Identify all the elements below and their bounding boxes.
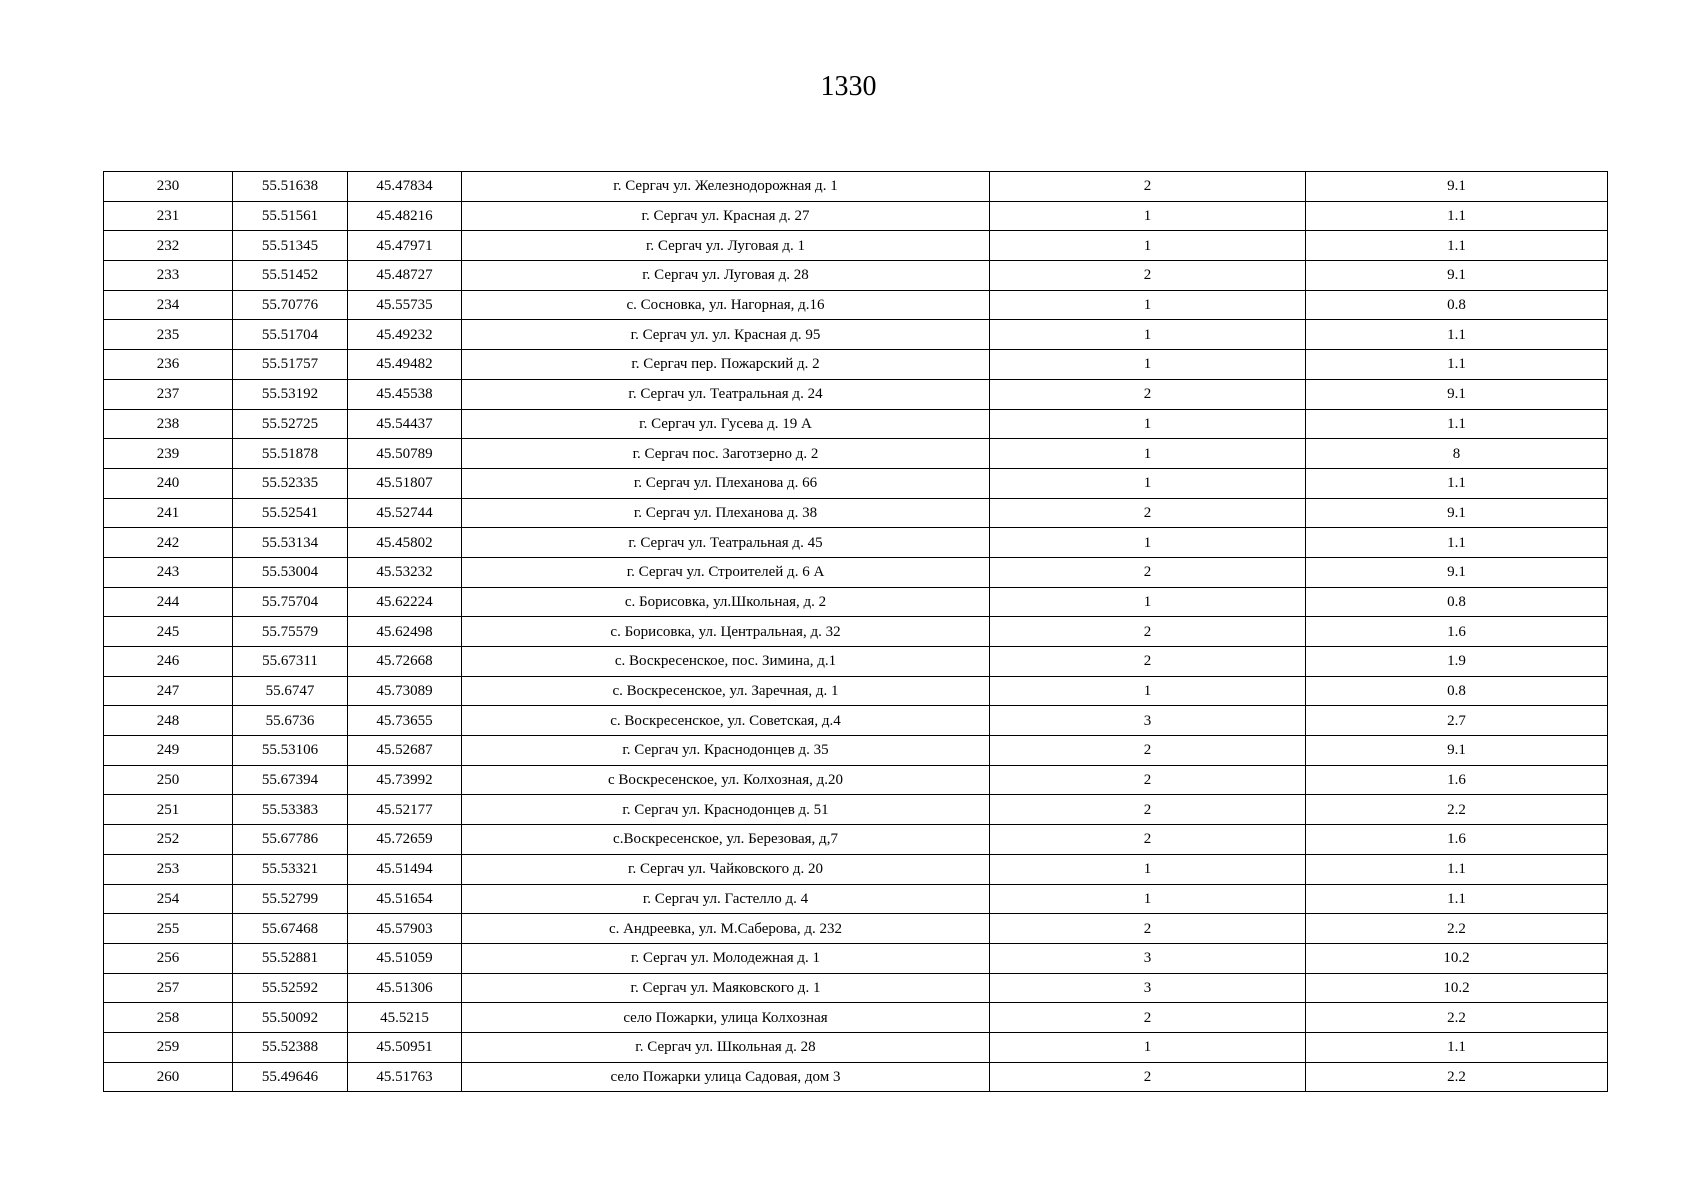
volume-cell: 9.1	[1306, 557, 1608, 587]
table-body	[104, 172, 1608, 1092]
count-cell: 2	[990, 647, 1306, 677]
latitude-cell: 55.53106	[233, 736, 348, 766]
table-row	[104, 587, 1608, 617]
longitude-cell: 45.73655	[348, 706, 462, 736]
table-row	[104, 973, 1608, 1003]
address-cell: с. Воскресенское, пос. Зимина, д.1	[462, 647, 990, 677]
table-row	[104, 795, 1608, 825]
count-cell: 1	[990, 409, 1306, 439]
volume-cell: 1.1	[1306, 350, 1608, 380]
row-number-cell: 233	[104, 261, 233, 291]
count-cell: 2	[990, 379, 1306, 409]
table-row	[104, 943, 1608, 973]
latitude-cell: 55.52799	[233, 884, 348, 914]
count-cell: 1	[990, 290, 1306, 320]
table-row	[104, 825, 1608, 855]
row-number-cell: 254	[104, 884, 233, 914]
longitude-cell: 45.51807	[348, 468, 462, 498]
table-row	[104, 1062, 1608, 1092]
row-number-cell: 232	[104, 231, 233, 261]
count-cell: 2	[990, 1062, 1306, 1092]
count-cell: 2	[990, 557, 1306, 587]
row-number-cell: 257	[104, 973, 233, 1003]
longitude-cell: 45.49232	[348, 320, 462, 350]
volume-cell: 8	[1306, 439, 1608, 469]
longitude-cell: 45.73992	[348, 765, 462, 795]
count-cell: 1	[990, 350, 1306, 380]
count-cell: 1	[990, 201, 1306, 231]
row-number-cell: 241	[104, 498, 233, 528]
row-number-cell: 251	[104, 795, 233, 825]
latitude-cell: 55.52388	[233, 1032, 348, 1062]
address-cell: с. Андреевка, ул. М.Саберова, д. 232	[462, 914, 990, 944]
row-number-cell: 259	[104, 1032, 233, 1062]
latitude-cell: 55.53383	[233, 795, 348, 825]
latitude-cell: 55.52592	[233, 973, 348, 1003]
count-cell: 2	[990, 765, 1306, 795]
row-number-cell: 236	[104, 350, 233, 380]
volume-cell: 9.1	[1306, 498, 1608, 528]
address-cell: с. Сосновка, ул. Нагорная, д.16	[462, 290, 990, 320]
row-number-cell: 240	[104, 468, 233, 498]
latitude-cell: 55.51638	[233, 172, 348, 202]
address-cell: г. Сергач ул. Плеханова д. 38	[462, 498, 990, 528]
count-cell: 1	[990, 231, 1306, 261]
count-cell: 2	[990, 617, 1306, 647]
table-row	[104, 914, 1608, 944]
longitude-cell: 45.57903	[348, 914, 462, 944]
latitude-cell: 55.75579	[233, 617, 348, 647]
volume-cell: 1.6	[1306, 765, 1608, 795]
longitude-cell: 45.72668	[348, 647, 462, 677]
address-cell: с. Борисовка, ул.Школьная, д. 2	[462, 587, 990, 617]
address-cell: г. Сергач ул. Театральная д. 45	[462, 528, 990, 558]
latitude-cell: 55.67468	[233, 914, 348, 944]
table-row	[104, 290, 1608, 320]
volume-cell: 10.2	[1306, 973, 1608, 1003]
row-number-cell: 260	[104, 1062, 233, 1092]
address-cell: г. Сергач ул. Краснодонцев д. 51	[462, 795, 990, 825]
table-row	[104, 261, 1608, 291]
table-row	[104, 350, 1608, 380]
address-cell: г. Сергач ул. Маяковского д. 1	[462, 973, 990, 1003]
latitude-cell: 55.67394	[233, 765, 348, 795]
volume-cell: 1.9	[1306, 647, 1608, 677]
count-cell: 1	[990, 676, 1306, 706]
latitude-cell: 55.53192	[233, 379, 348, 409]
latitude-cell: 55.51878	[233, 439, 348, 469]
longitude-cell: 45.52177	[348, 795, 462, 825]
row-number-cell: 238	[104, 409, 233, 439]
count-cell: 1	[990, 528, 1306, 558]
latitude-cell: 55.6736	[233, 706, 348, 736]
volume-cell: 1.1	[1306, 884, 1608, 914]
row-number-cell: 242	[104, 528, 233, 558]
count-cell: 2	[990, 825, 1306, 855]
volume-cell: 9.1	[1306, 172, 1608, 202]
count-cell: 2	[990, 795, 1306, 825]
address-cell: с.Воскресенское, ул. Березовая, д,7	[462, 825, 990, 855]
table-row	[104, 647, 1608, 677]
longitude-cell: 45.45802	[348, 528, 462, 558]
table-row	[104, 528, 1608, 558]
row-number-cell: 246	[104, 647, 233, 677]
count-cell: 1	[990, 1032, 1306, 1062]
row-number-cell: 231	[104, 201, 233, 231]
count-cell: 1	[990, 320, 1306, 350]
table-row	[104, 557, 1608, 587]
volume-cell: 9.1	[1306, 736, 1608, 766]
longitude-cell: 45.51059	[348, 943, 462, 973]
longitude-cell: 45.55735	[348, 290, 462, 320]
table-row	[104, 320, 1608, 350]
table-row	[104, 676, 1608, 706]
latitude-cell: 55.67311	[233, 647, 348, 677]
latitude-cell: 55.6747	[233, 676, 348, 706]
count-cell: 2	[990, 498, 1306, 528]
latitude-cell: 55.53004	[233, 557, 348, 587]
address-cell: г. Сергач ул. Театральная д. 24	[462, 379, 990, 409]
table-row	[104, 617, 1608, 647]
longitude-cell: 45.51306	[348, 973, 462, 1003]
address-cell: г. Сергач ул. Чайковского д. 20	[462, 854, 990, 884]
latitude-cell: 55.51452	[233, 261, 348, 291]
count-cell: 1	[990, 439, 1306, 469]
volume-cell: 10.2	[1306, 943, 1608, 973]
volume-cell: 1.1	[1306, 201, 1608, 231]
latitude-cell: 55.53321	[233, 854, 348, 884]
table-row	[104, 409, 1608, 439]
address-cell: г. Сергач пос. Заготзерно д. 2	[462, 439, 990, 469]
address-cell: г. Сергач ул. ул. Красная д. 95	[462, 320, 990, 350]
latitude-cell: 55.52541	[233, 498, 348, 528]
page-number: 1330	[820, 71, 877, 102]
volume-cell: 1.1	[1306, 468, 1608, 498]
count-cell: 3	[990, 943, 1306, 973]
volume-cell: 1.1	[1306, 409, 1608, 439]
address-cell: с. Воскресенское, ул. Заречная, д. 1	[462, 676, 990, 706]
longitude-cell: 45.72659	[348, 825, 462, 855]
address-cell: г. Сергач ул. Молодежная д. 1	[462, 943, 990, 973]
count-cell: 2	[990, 172, 1306, 202]
volume-cell: 2.2	[1306, 795, 1608, 825]
volume-cell: 1.1	[1306, 231, 1608, 261]
row-number-cell: 243	[104, 557, 233, 587]
row-number-cell: 248	[104, 706, 233, 736]
latitude-cell: 55.50092	[233, 1003, 348, 1033]
longitude-cell: 45.62498	[348, 617, 462, 647]
row-number-cell: 249	[104, 736, 233, 766]
table-row	[104, 172, 1608, 202]
address-cell: г. Сергач ул. Плеханова д. 66	[462, 468, 990, 498]
count-cell: 2	[990, 736, 1306, 766]
row-number-cell: 253	[104, 854, 233, 884]
longitude-cell: 45.51654	[348, 884, 462, 914]
row-number-cell: 250	[104, 765, 233, 795]
latitude-cell: 55.52725	[233, 409, 348, 439]
row-number-cell: 230	[104, 172, 233, 202]
latitude-cell: 55.67786	[233, 825, 348, 855]
table-row	[104, 736, 1608, 766]
longitude-cell: 45.47971	[348, 231, 462, 261]
count-cell: 1	[990, 587, 1306, 617]
table-row	[104, 1003, 1608, 1033]
count-cell: 3	[990, 706, 1306, 736]
address-cell: г. Сергач ул. Школьная д. 28	[462, 1032, 990, 1062]
latitude-cell: 55.49646	[233, 1062, 348, 1092]
volume-cell: 9.1	[1306, 379, 1608, 409]
address-cell: г. Сергач ул. Железнодорожная д. 1	[462, 172, 990, 202]
address-cell: г. Сергач ул. Краснодонцев д. 35	[462, 736, 990, 766]
row-number-cell: 247	[104, 676, 233, 706]
latitude-cell: 55.52881	[233, 943, 348, 973]
row-number-cell: 258	[104, 1003, 233, 1033]
table-row	[104, 854, 1608, 884]
table-row	[104, 498, 1608, 528]
table-row	[104, 765, 1608, 795]
registry-table	[103, 171, 1608, 1092]
count-cell: 1	[990, 468, 1306, 498]
address-cell: с Воскресенское, ул. Колхозная, д.20	[462, 765, 990, 795]
longitude-cell: 45.45538	[348, 379, 462, 409]
volume-cell: 2.2	[1306, 1003, 1608, 1033]
longitude-cell: 45.48727	[348, 261, 462, 291]
table-row	[104, 231, 1608, 261]
longitude-cell: 45.52687	[348, 736, 462, 766]
volume-cell: 1.1	[1306, 528, 1608, 558]
row-number-cell: 235	[104, 320, 233, 350]
row-number-cell: 256	[104, 943, 233, 973]
row-number-cell: 237	[104, 379, 233, 409]
latitude-cell: 55.70776	[233, 290, 348, 320]
longitude-cell: 45.73089	[348, 676, 462, 706]
longitude-cell: 45.52744	[348, 498, 462, 528]
address-cell: с. Борисовка, ул. Центральная, д. 32	[462, 617, 990, 647]
address-cell: г. Сергач ул. Луговая д. 28	[462, 261, 990, 291]
longitude-cell: 45.51763	[348, 1062, 462, 1092]
row-number-cell: 252	[104, 825, 233, 855]
volume-cell: 9.1	[1306, 261, 1608, 291]
volume-cell: 2.2	[1306, 914, 1608, 944]
row-number-cell: 239	[104, 439, 233, 469]
latitude-cell: 55.51757	[233, 350, 348, 380]
row-number-cell: 245	[104, 617, 233, 647]
table-row	[104, 201, 1608, 231]
volume-cell: 0.8	[1306, 676, 1608, 706]
table-row	[104, 379, 1608, 409]
count-cell: 2	[990, 1003, 1306, 1033]
table-row	[104, 1032, 1608, 1062]
latitude-cell: 55.51345	[233, 231, 348, 261]
address-cell: село Пожарки улица Садовая, дом 3	[462, 1062, 990, 1092]
address-cell: г. Сергач пер. Пожарский д. 2	[462, 350, 990, 380]
longitude-cell: 45.48216	[348, 201, 462, 231]
row-number-cell: 255	[104, 914, 233, 944]
count-cell: 1	[990, 884, 1306, 914]
address-cell: г. Сергач ул. Луговая д. 1	[462, 231, 990, 261]
table-row	[104, 468, 1608, 498]
volume-cell: 2.7	[1306, 706, 1608, 736]
count-cell: 1	[990, 854, 1306, 884]
latitude-cell: 55.53134	[233, 528, 348, 558]
address-cell: с. Воскресенское, ул. Советская, д.4	[462, 706, 990, 736]
count-cell: 3	[990, 973, 1306, 1003]
longitude-cell: 45.53232	[348, 557, 462, 587]
volume-cell: 0.8	[1306, 290, 1608, 320]
volume-cell: 1.1	[1306, 854, 1608, 884]
volume-cell: 1.6	[1306, 617, 1608, 647]
latitude-cell: 55.51561	[233, 201, 348, 231]
longitude-cell: 45.5215	[348, 1003, 462, 1033]
address-cell: г. Сергач ул. Красная д. 27	[462, 201, 990, 231]
longitude-cell: 45.54437	[348, 409, 462, 439]
longitude-cell: 45.62224	[348, 587, 462, 617]
row-number-cell: 244	[104, 587, 233, 617]
volume-cell: 1.1	[1306, 320, 1608, 350]
address-cell: село Пожарки, улица Колхозная	[462, 1003, 990, 1033]
volume-cell: 0.8	[1306, 587, 1608, 617]
count-cell: 2	[990, 261, 1306, 291]
longitude-cell: 45.51494	[348, 854, 462, 884]
address-cell: г. Сергач ул. Гусева д. 19 А	[462, 409, 990, 439]
count-cell: 2	[990, 914, 1306, 944]
row-number-cell: 234	[104, 290, 233, 320]
latitude-cell: 55.75704	[233, 587, 348, 617]
volume-cell: 2.2	[1306, 1062, 1608, 1092]
longitude-cell: 45.50951	[348, 1032, 462, 1062]
longitude-cell: 45.47834	[348, 172, 462, 202]
volume-cell: 1.6	[1306, 825, 1608, 855]
address-cell: г. Сергач ул. Гастелло д. 4	[462, 884, 990, 914]
address-cell: г. Сергач ул. Строителей д. 6 А	[462, 557, 990, 587]
volume-cell: 1.1	[1306, 1032, 1608, 1062]
latitude-cell: 55.52335	[233, 468, 348, 498]
table-row	[104, 884, 1608, 914]
longitude-cell: 45.50789	[348, 439, 462, 469]
table-row	[104, 439, 1608, 469]
longitude-cell: 45.49482	[348, 350, 462, 380]
table-row	[104, 706, 1608, 736]
latitude-cell: 55.51704	[233, 320, 348, 350]
